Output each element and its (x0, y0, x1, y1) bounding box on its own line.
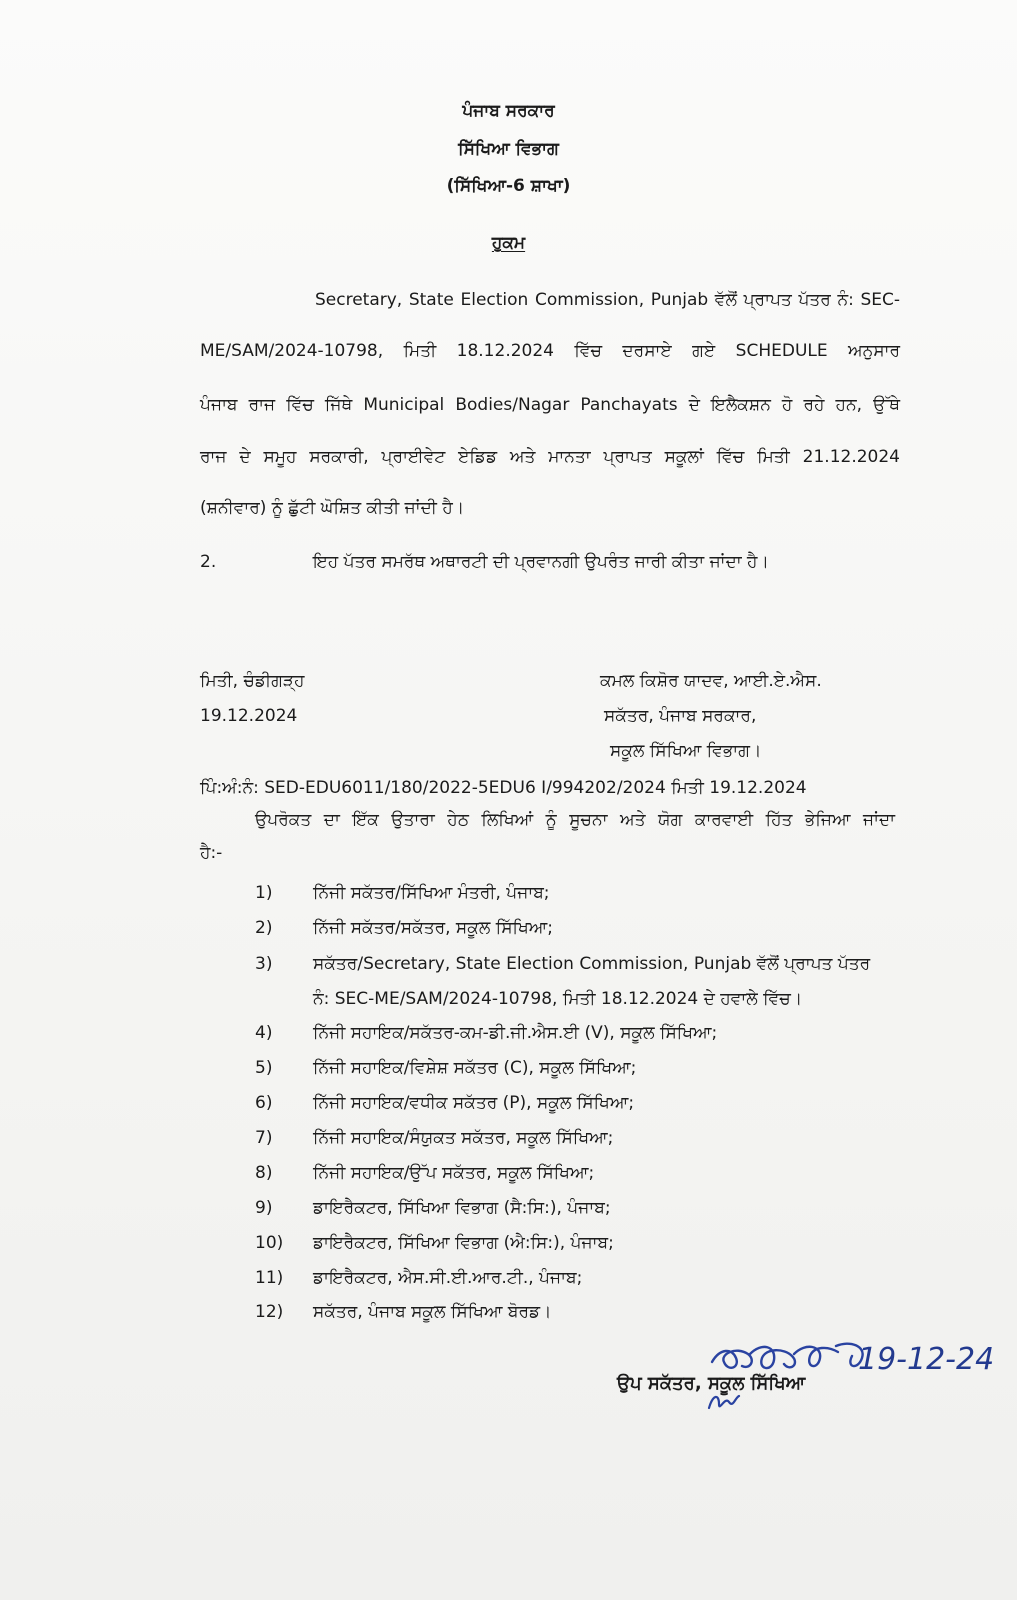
header-department: ਸਿੱਖਿਆ ਵਿਭਾਗ (458, 139, 559, 159)
list-item: ਡਾਇਰੈਕਟਰ, ਸਿੱਖਿਆ ਵਿਭਾਗ (ਸੈ:ਸਿ:), ਪੰਜਾਬ; (313, 1198, 611, 1218)
handwritten-date: 19-12-24 (858, 1342, 995, 1377)
list-item: ਡਾਇਰੈਕਟਰ, ਐਸ.ਸੀ.ਈ.ਆਰ.ਟੀ., ਪੰਜਾਬ; (313, 1268, 583, 1288)
list-item-number: 7) (255, 1128, 273, 1148)
list-item-number: 12) (255, 1302, 284, 1322)
header-branch: (ਸਿੱਖਿਆ-6 ਸ਼ਾਖਾ) (446, 176, 571, 196)
signatory-designation: ਸਕੱਤਰ, ਪੰਜਾਬ ਸਰਕਾਰ, (604, 706, 757, 726)
endorsement-intro-end: ਹੈ:- (200, 843, 223, 863)
issue-date: 19.12.2024 (200, 706, 298, 726)
list-item: ਨਿੱਜੀ ਸਹਾਇਕ/ਵਿਸ਼ੇਸ਼ ਸਕੱਤਰ (C), ਸਕੂਲ ਸਿੱਖਿਆ; (313, 1058, 637, 1078)
list-item-number: 2) (255, 918, 273, 938)
paragraph-2-number: 2. (200, 552, 217, 572)
deputy-secretary-designation: ਉਪ ਸਕੱਤਰ, ਸਕੂਲ ਸਿੱਖਿਆ (617, 1373, 806, 1394)
paragraph-1-line: ਪੰਜਾਬ ਰਾਜ ਵਿੱਚ ਜਿੱਥੇ Municipal Bodies/Nagar Panchayats ਦੇ ਇਲੈਕਸ਼ਨ ਹੋ ਰਹੇ ਹਨ, ਉੱਥੇ (200, 395, 900, 415)
signatory-department: ਸਕੂਲ ਸਿੱਖਿਆ ਵਿਭਾਗ। (610, 741, 762, 761)
paragraph-1-line: (ਸ਼ਨੀਵਾਰ) ਨੂੰ ਛੁੱਟੀ ਘੋਸ਼ਿਤ ਕੀਤੀ ਜਾਂਦੀ ਹੈ। (200, 498, 465, 518)
list-item-number: 6) (255, 1093, 273, 1113)
list-item-number: 5) (255, 1058, 273, 1078)
list-item: ਡਾਇਰੈਕਟਰ, ਸਿੱਖਿਆ ਵਿਭਾਗ (ਐ:ਸਿ:), ਪੰਜਾਬ; (313, 1233, 614, 1253)
issue-place: ਮਿਤੀ, ਚੰਡੀਗੜ੍ਹ (200, 671, 305, 691)
list-item: ਸਕੱਤਰ/Secretary, State Election Commission, Punjab ਵੱਲੋਂ ਪ੍ਰਾਪਤ ਪੱਤਰ (313, 954, 871, 974)
signatory-name: ਕਮਲ ਕਿਸ਼ੋਰ ਯਾਦਵ, ਆਈ.ਏ.ਐਸ. (600, 671, 822, 691)
list-item: ਸਕੱਤਰ, ਪੰਜਾਬ ਸਕੂਲ ਸਿੱਖਿਆ ਬੋਰਡ। (313, 1302, 552, 1322)
list-item: ਨਿੱਜੀ ਸਹਾਇਕ/ਉੱਪ ਸਕੱਤਰ, ਸਕੂਲ ਸਿੱਖਿਆ; (313, 1163, 595, 1183)
endorsement-reference: ਪਿੰ:ਅੰ:ਨੰ: SED-EDU6011/180/2022-5EDU6 I/994202/2024 ਮਿਤੀ 19.12.2024 (200, 778, 807, 798)
list-item-number: 3) (255, 954, 273, 974)
list-item: ਨਿੱਜੀ ਸਕੱਤਰ/ਸਿੱਖਿਆ ਮੰਤਰੀ, ਪੰਜਾਬ; (313, 883, 550, 903)
paragraph-1-line: ਰਾਜ ਦੇ ਸਮੂਹ ਸਰਕਾਰੀ, ਪ੍ਰਾਈਵੇਟ ਏਡਿਡ ਅਤੇ ਮਾਨਤਾ ਪ੍ਰਾਪਤ ਸਕੂਲਾਂ ਵਿੱਚ ਮਿਤੀ 21.12.2024 (200, 447, 900, 467)
paragraph-2-text: ਇਹ ਪੱਤਰ ਸਮਰੱਥ ਅਥਾਰਟੀ ਦੀ ਪ੍ਰਵਾਨਗੀ ਉਪਰੰਤ ਜਾਰੀ ਕੀਤਾ ਜਾਂਦਾ ਹੈ। (313, 552, 769, 572)
list-item: ਨਿੱਜੀ ਸਕੱਤਰ/ਸਕੱਤਰ, ਸਕੂਲ ਸਿੱਖਿਆ; (313, 918, 554, 938)
order-title: ਹੁਕਮ (491, 233, 526, 253)
list-item-number: 9) (255, 1198, 273, 1218)
list-item-continuation: ਨੰ: SEC-ME/SAM/2024-10798, ਮਿਤੀ 18.12.2024 ਦੇ ਹਵਾਲੇ ਵਿੱਚ। (313, 989, 803, 1009)
list-item-number: 4) (255, 1023, 273, 1043)
header-government: ਪੰਜਾਬ ਸਰਕਾਰ (462, 101, 555, 121)
paragraph-1-line: Secretary, State Election Commission, Punjab ਵੱਲੋਂ ਪ੍ਰਾਪਤ ਪੱਤਰ ਨੰ: SEC- (315, 290, 900, 310)
list-item: ਨਿੱਜੀ ਸਹਾਇਕ/ਸੰਯੁਕਤ ਸਕੱਤਰ, ਸਕੂਲ ਸਿੱਖਿਆ; (313, 1128, 614, 1148)
list-item-number: 8) (255, 1163, 273, 1183)
paragraph-1-line: ME/SAM/2024-10798, ਮਿਤੀ 18.12.2024 ਵਿੱਚ ਦਰਸਾਏ ਗਏ SCHEDULE ਅਨੁਸਾਰ (200, 341, 900, 361)
list-item-number: 11) (255, 1268, 284, 1288)
endorsement-intro: ਉਪਰੋਕਤ ਦਾ ਇੱਕ ਉਤਾਰਾ ਹੇਠ ਲਿਖਿਆਂ ਨੂੰ ਸੂਚਨਾ ਅਤੇ ਯੋਗ ਕਾਰਵਾਈ ਹਿੱਤ ਭੇਜਿਆ ਜਾਂਦਾ (255, 810, 895, 830)
list-item: ਨਿੱਜੀ ਸਹਾਇਕ/ਵਧੀਕ ਸਕੱਤਰ (P), ਸਕੂਲ ਸਿੱਖਿਆ; (313, 1093, 635, 1113)
list-item-number: 10) (255, 1233, 284, 1253)
list-item-number: 1) (255, 883, 273, 903)
list-item: ਨਿੱਜੀ ਸਹਾਇਕ/ਸਕੱਤਰ-ਕਮ-ਡੀ.ਜੀ.ਐਸ.ਈ (V), ਸਕੂਲ ਸਿੱਖਿਆ; (313, 1023, 718, 1043)
